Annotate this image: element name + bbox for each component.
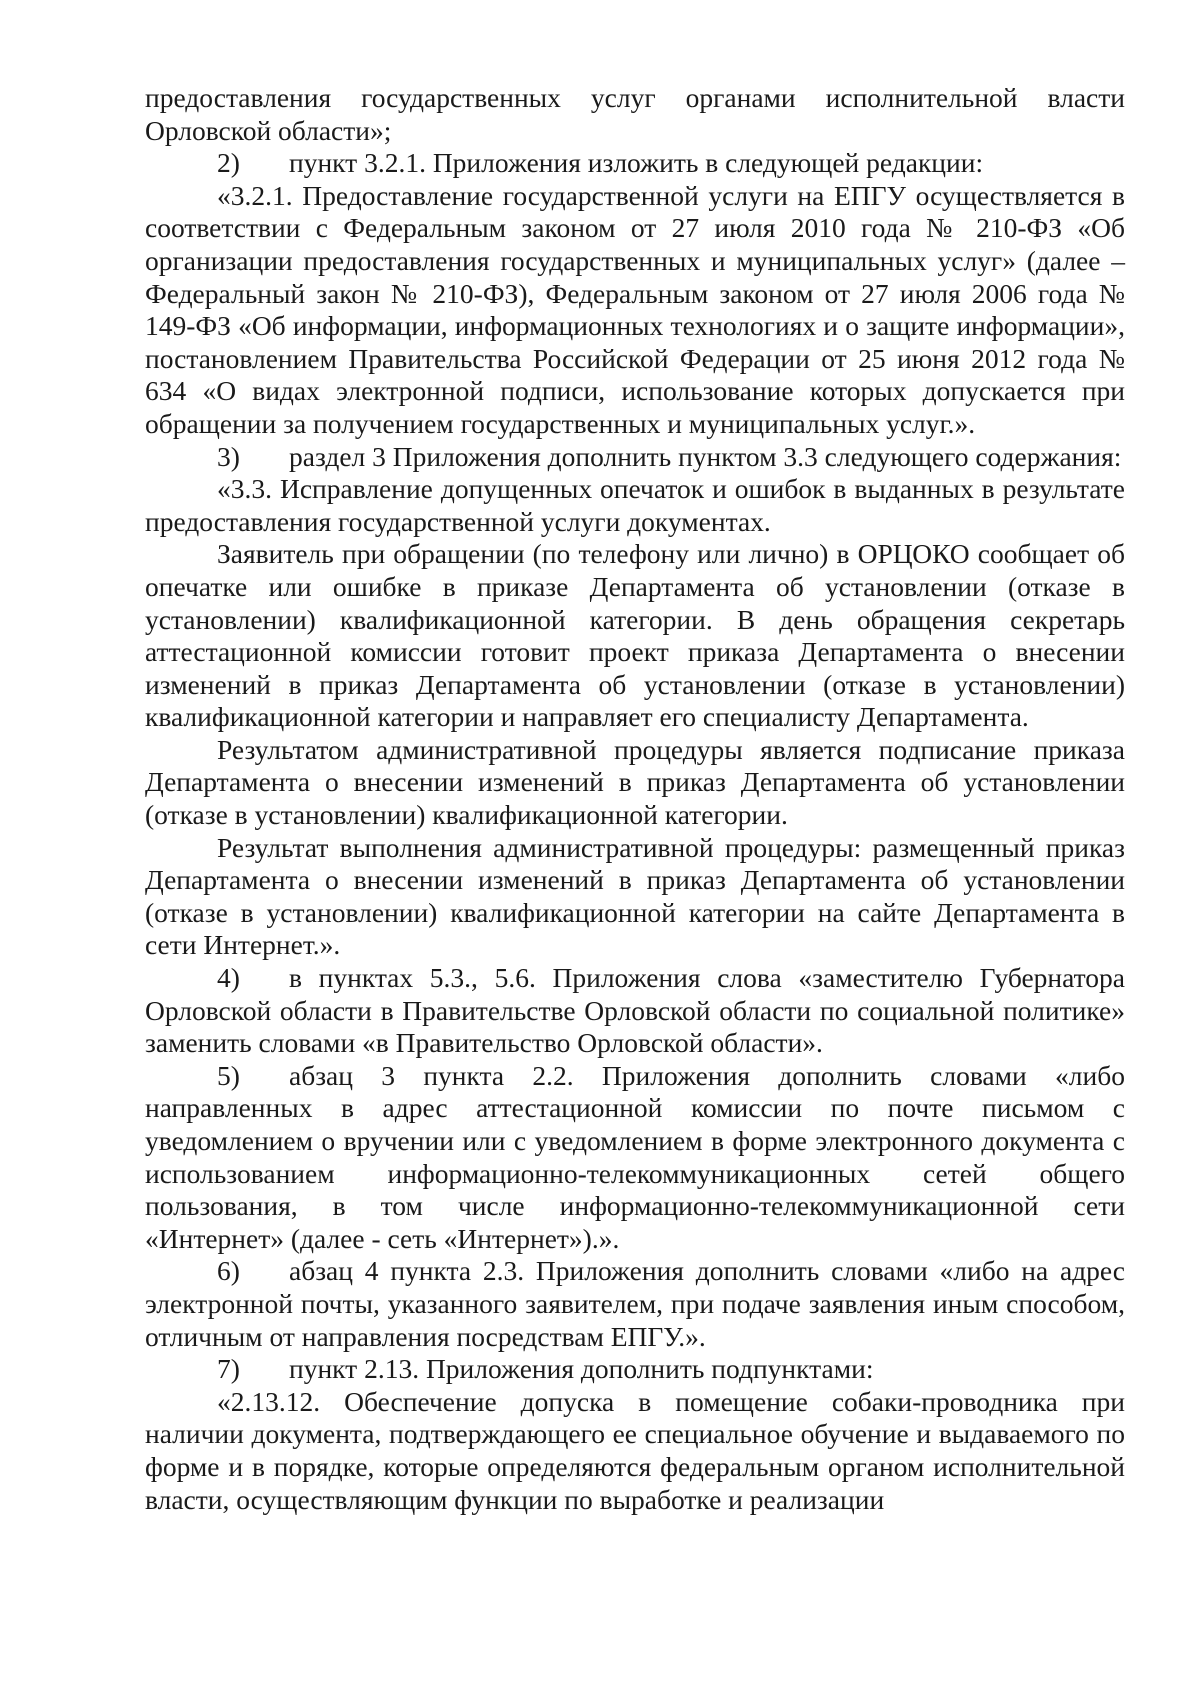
list-item-2: 2) пункт 3.2.1. Приложения изложить в следующей редакции: bbox=[217, 147, 984, 179]
list-item-4: 4) в пунктах 5.3., 5.6. Приложения слова «заместителю Губернатора Орловской области в Правительстве Орловской области по социальной политике» заменить словами «в Правительство Орловской области». bbox=[145, 962, 1125, 1059]
list-number: 4) bbox=[217, 962, 240, 994]
list-item-3: 3) раздел 3 Приложения дополнить пунктом 3.3 следующего содержания: bbox=[217, 440, 1122, 472]
list-item-6: 6) абзац 4 пункта 2.3. Приложения дополнить словами «либо на адрес электронной почты, указанного заявителем, при подаче заявления иным способом, отличным от направления посредствам ЕПГУ.». bbox=[145, 1255, 1125, 1352]
paragraph-1: предоставления государственных услуг органами исполнительной власти Орловской области»; bbox=[145, 82, 1125, 146]
document-body bbox=[145, 82, 1125, 1516]
paragraph-result: Результатом административной процедуры является подписание приказа Департамента о внесении изменений в приказ Департамента об установлении (отказе в установлении) квалификационной категории. bbox=[145, 733, 1125, 831]
paragraph-applicant: Заявитель при обращении (по телефону или лично) в ОРЦОКО сообщает об опечатке или ошибке в приказе Департамента об установлении (отказе в установлении) квалификационной категории. В день обращения секретарь аттестационной комиссии готовит проект приказа Департамента о внесении изменений в приказ Департамента об установлении (отказе в установлении) квалификационной категории и направляет его специалисту Департамента. bbox=[145, 538, 1125, 733]
list-number: 7) bbox=[217, 1353, 240, 1385]
list-number: 6) bbox=[217, 1255, 240, 1287]
paragraph-3-3: «3.3. Исправление допущенных опечаток и ошибок в выданных в результате предоставления государственной услуги документах. bbox=[145, 473, 1125, 537]
list-number: 3) bbox=[217, 440, 240, 472]
paragraph-result-outcome: Результат выполнения административной процедуры: размещенный приказ Департамента о внесении изменений в приказ Департамента об установлении (отказе в установлении) квалификационной категории на сайте Департамента в сети Интернет.». bbox=[145, 831, 1125, 961]
list-number: 5) bbox=[217, 1059, 240, 1091]
list-item-5: 5) абзац 3 пункта 2.2. Приложения дополнить словами «либо направленных в адрес аттестационной комиссии по почте письмом с уведомлением о вручении или с уведомлением в форме электронного документа с использованием информационно-телекоммуникационных сетей общего пользования, в том числе информационно-телекоммуникационной сети «Интернет» (далее - сеть «Интернет»).». bbox=[145, 1059, 1125, 1254]
list-number: 2) bbox=[217, 147, 240, 179]
paragraph-2-13-12: «2.13.12. Обеспечение допуска в помещение собаки-проводника при наличии документа, подтверждающего ее специальное обучение и выдаваемого по форме и в порядке, которые определяются федеральным органом исполнительной власти, осуществляющим функции по выработке и реализации bbox=[145, 1385, 1125, 1515]
list-item-7: 7) пункт 2.13. Приложения дополнить подпунктами: bbox=[217, 1353, 874, 1385]
paragraph-3-2-1: «3.2.1. Предоставление государственной услуги на ЕПГУ осуществляется в соответствии с Федеральным законом от 27 июля 2010 года № 210-ФЗ «Об организации предоставления государственных и муниципальных услуг» (далее – Федеральный закон № 210-ФЗ), Федеральным законом от 27 июля 2006 года № 149-ФЗ «Об информации, информационных технологиях и о защите информации», постановлением Правительства Российской Федерации от 25 июня 2012 года № 634 «О видах электронной подписи, использование которых допускается при обращении за получением государственных и муниципальных услуг.». bbox=[145, 179, 1125, 439]
